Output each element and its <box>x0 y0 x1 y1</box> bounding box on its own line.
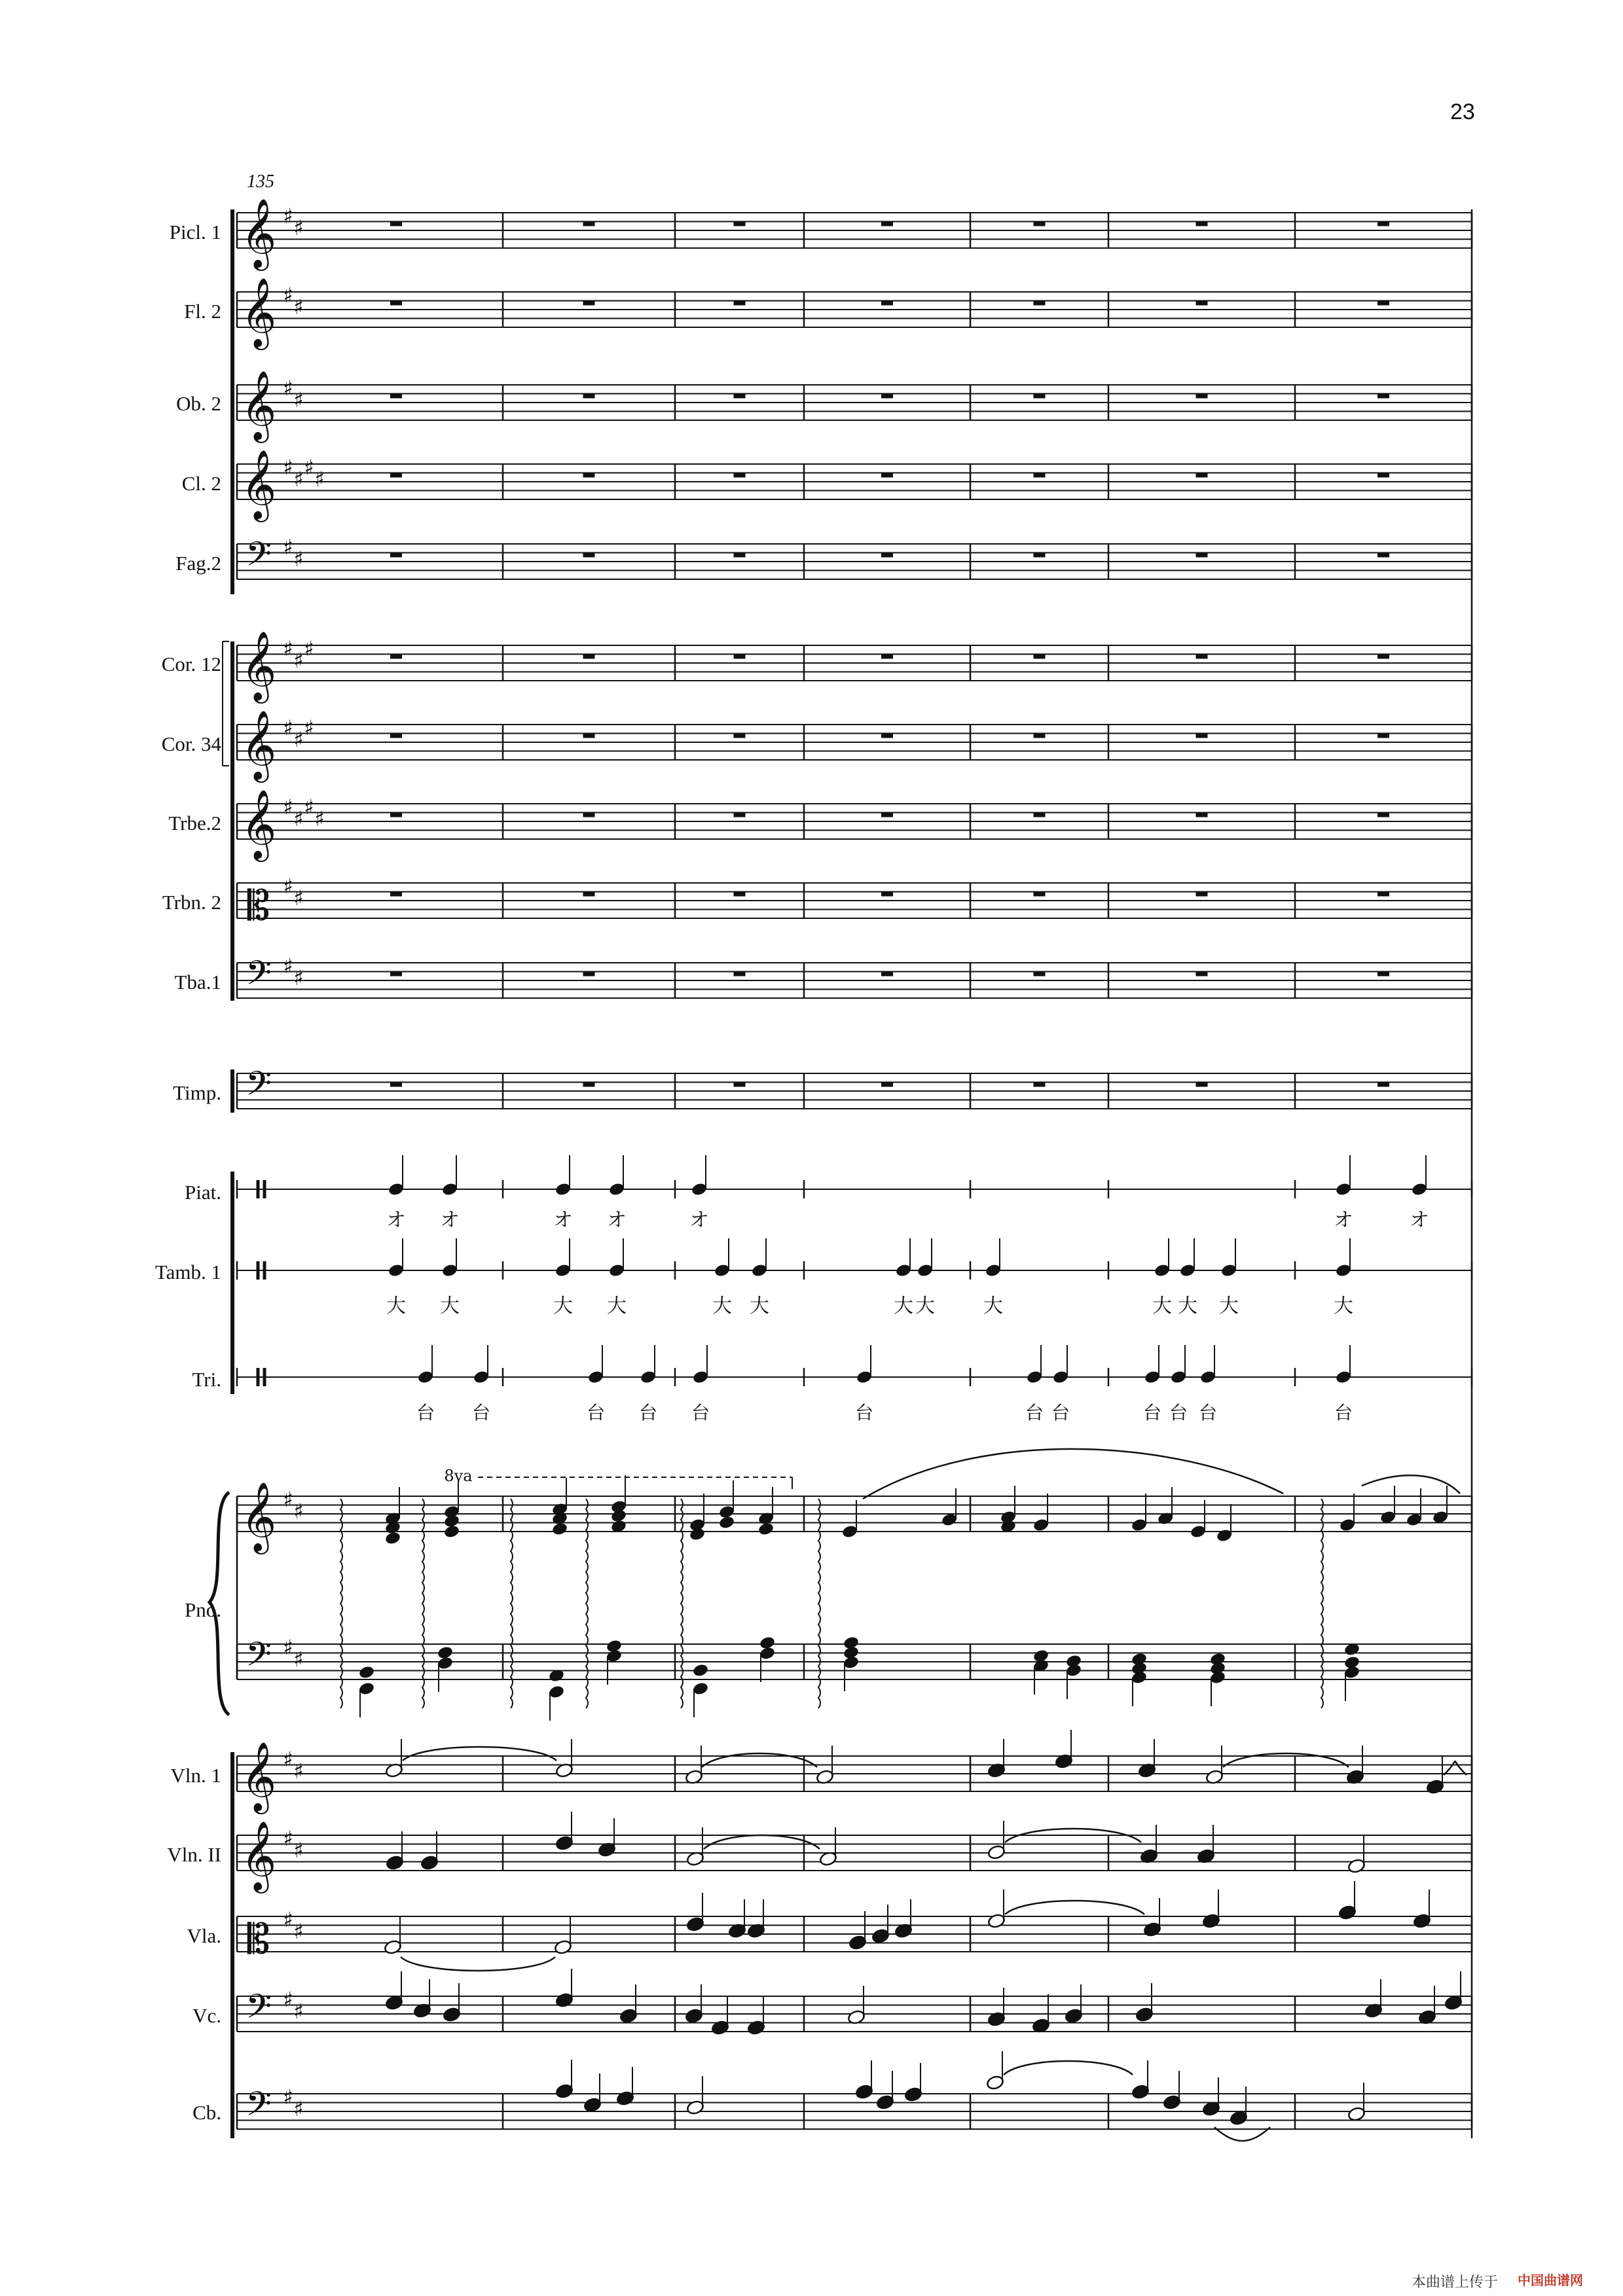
piano-rh-note <box>718 1515 735 1530</box>
whole-rest <box>1196 892 1208 897</box>
whole-rest <box>734 301 746 306</box>
key-sharp: ♯ <box>293 1999 304 2024</box>
whole-rest <box>1196 734 1208 738</box>
clef-f: 𝄢 <box>246 1634 272 1682</box>
key-sharp: ♯ <box>304 455 314 480</box>
tri-syllable: 台 <box>1025 1402 1044 1424</box>
piat-syllable: オ <box>1334 1209 1353 1232</box>
vla-note <box>871 1928 890 1944</box>
arpeggio-sign <box>1321 1499 1323 1708</box>
tie-slur <box>1444 1761 1467 1775</box>
vc-note <box>619 2008 638 2024</box>
tri-syllable: 台 <box>586 1402 606 1424</box>
bracket-strings <box>230 1752 234 2138</box>
piano-brace <box>210 1492 229 1715</box>
cb-note <box>583 2097 602 2113</box>
key-sharp: ♯ <box>283 2085 293 2109</box>
vc-note <box>443 2007 461 2022</box>
label-trbe2: Trbe.2 <box>168 812 221 834</box>
key-sharp: ♯ <box>293 1838 304 1863</box>
whole-rest <box>734 473 746 478</box>
tamb-syllable: 大 <box>894 1295 913 1318</box>
cb-note <box>1131 2084 1150 2100</box>
vc-note <box>385 1995 403 2011</box>
whole-rest <box>583 892 595 897</box>
key-sharp: ♯ <box>304 636 314 661</box>
whole-rest <box>1196 655 1208 659</box>
vln1-note <box>1426 1779 1444 1795</box>
key-sharp: ♯ <box>293 806 304 831</box>
label-vln1: Vln. 1 <box>170 1764 221 1787</box>
tamb-syllable: 大 <box>553 1295 573 1318</box>
cb-note <box>1347 2106 1366 2122</box>
key-sharp: ♯ <box>293 1919 304 1944</box>
tamb-syllable: 大 <box>386 1295 406 1318</box>
label-vln2: Vln. II <box>167 1843 221 1866</box>
whole-rest <box>881 222 893 226</box>
vla-note <box>1202 1913 1220 1929</box>
whole-rest <box>881 553 893 558</box>
vla-note <box>1143 1922 1161 1937</box>
whole-rest <box>881 1083 893 1087</box>
whole-rest <box>583 655 595 659</box>
tri-syllable: 台 <box>1142 1402 1162 1424</box>
key-sharp: ♯ <box>293 965 304 990</box>
whole-rest <box>1377 1083 1389 1087</box>
tri-syllable: 台 <box>691 1402 710 1424</box>
key-sharp: ♯ <box>293 886 304 910</box>
whole-rest <box>390 473 402 478</box>
tie-slur <box>1005 1901 1144 1914</box>
key-sharp: ♯ <box>293 215 304 240</box>
piano-rh-note <box>551 1522 568 1537</box>
cb-note <box>1163 2094 1181 2110</box>
piano-slur <box>1362 1475 1460 1494</box>
key-sharp: ♯ <box>293 1759 304 1784</box>
whole-rest <box>1377 222 1389 226</box>
label-vc: Vc. <box>192 2004 221 2027</box>
tie-slur <box>403 1747 556 1761</box>
cb-note <box>1202 2101 1220 2117</box>
whole-rest <box>390 972 402 977</box>
vla-note <box>1413 1913 1431 1929</box>
measure-number: 135 <box>247 171 274 192</box>
whole-rest <box>390 655 402 659</box>
label-tri: Tri. <box>192 1368 221 1391</box>
whole-rest <box>734 734 746 738</box>
vln2-note <box>987 1844 1006 1860</box>
clef-g: 𝄞 <box>240 630 277 700</box>
tie-slur <box>704 1835 820 1849</box>
tri-syllable: 台 <box>471 1402 491 1424</box>
key-sharp: ♯ <box>293 295 304 319</box>
whole-rest <box>390 301 402 306</box>
key-sharp: ♯ <box>283 204 293 228</box>
clef-c: 𝄡 <box>247 1915 270 1963</box>
bracket-brass <box>230 641 234 1001</box>
whole-rest <box>1196 473 1208 478</box>
whole-rest <box>583 222 595 226</box>
whole-rest <box>734 1083 746 1087</box>
whole-rest <box>734 892 746 897</box>
whole-rest <box>1196 813 1208 817</box>
whole-rest <box>1196 553 1208 558</box>
whole-rest <box>390 1083 402 1087</box>
piat-syllable: オ <box>440 1209 460 1232</box>
tamb-syllable: 大 <box>983 1295 1003 1318</box>
key-sharp: ♯ <box>283 455 293 480</box>
whole-rest <box>1034 655 1046 659</box>
tie-slur <box>401 1957 555 1971</box>
whole-rest <box>583 394 595 399</box>
key-sharp: ♯ <box>283 795 293 819</box>
whole-rest <box>1196 301 1208 306</box>
tie-slur <box>1004 2061 1133 2075</box>
tamb-syllable: 大 <box>1334 1295 1353 1318</box>
whole-rest <box>1034 222 1046 226</box>
piano-lh-note <box>358 1665 375 1680</box>
whole-rest <box>390 553 402 558</box>
watermark-site: 中国曲谱网 <box>1518 2272 1583 2288</box>
whole-rest <box>390 394 402 399</box>
label-piat: Piat. <box>185 1181 221 1204</box>
piat-syllable: オ <box>1410 1209 1429 1232</box>
tri-syllable: 台 <box>638 1402 658 1424</box>
whole-rest <box>881 813 893 817</box>
label-tamb1: Tamb. 1 <box>155 1261 221 1283</box>
clef-g: 𝄞 <box>240 1481 277 1551</box>
piano-rh-note <box>689 1527 706 1542</box>
watermark-text: 本曲谱上传于 <box>1412 2274 1499 2291</box>
whole-rest <box>583 1083 595 1087</box>
tamb-syllable: 大 <box>1219 1295 1239 1318</box>
piano-rh-note <box>443 1524 460 1539</box>
tri-syllable: 台 <box>1051 1402 1070 1424</box>
page-number: 23 <box>1450 99 1475 124</box>
arpeggio-sign <box>511 1499 513 1708</box>
whole-rest <box>734 655 746 659</box>
clef-f: 𝄢 <box>246 953 272 1001</box>
cb-note <box>986 2075 1004 2090</box>
whole-rest <box>583 813 595 817</box>
label-picl1: Picl. 1 <box>169 221 221 243</box>
whole-rest <box>1034 972 1046 977</box>
whole-rest <box>734 553 746 558</box>
vla-note <box>686 1916 704 1932</box>
whole-rest <box>1196 222 1208 226</box>
label-trbn2: Trbn. 2 <box>162 891 221 914</box>
whole-rest <box>1377 553 1389 558</box>
key-sharp: ♯ <box>283 1487 293 1512</box>
key-sharp: ♯ <box>304 795 314 819</box>
key-sharp: ♯ <box>283 1826 293 1851</box>
tri-syllable: 台 <box>416 1402 435 1424</box>
clef-g: 𝄞 <box>240 789 277 859</box>
label-vla: Vla. <box>187 1924 221 1947</box>
key-sharp: ♯ <box>283 954 293 978</box>
piat-syllable: オ <box>553 1209 573 1232</box>
whole-rest <box>583 553 595 558</box>
piat-syllable: オ <box>607 1209 627 1232</box>
whole-rest <box>390 813 402 817</box>
whole-rest <box>390 222 402 226</box>
piano-rh-note <box>384 1531 401 1546</box>
whole-rest <box>881 301 893 306</box>
key-sharp: ♯ <box>283 1987 293 2012</box>
tri-syllable: 台 <box>1198 1402 1218 1424</box>
whole-rest <box>1034 301 1046 306</box>
vln2-note <box>1347 1858 1366 1874</box>
tamb-syllable: 大 <box>1178 1295 1197 1318</box>
key-sharp: ♯ <box>314 806 325 831</box>
whole-rest <box>1377 892 1389 897</box>
whole-rest <box>583 301 595 306</box>
arpeggio-sign <box>681 1499 683 1708</box>
key-sharp: ♯ <box>293 2096 304 2121</box>
tamb-syllable: 大 <box>915 1295 935 1318</box>
vc-note <box>1444 1995 1463 2011</box>
key-sharp: ♯ <box>293 387 304 412</box>
whole-rest <box>734 222 746 226</box>
label-cb: Cb. <box>192 2101 221 2124</box>
whole-rest <box>734 972 746 977</box>
clef-f: 𝄢 <box>246 1064 272 1111</box>
tamb-syllable: 大 <box>712 1295 732 1318</box>
clef-g: 𝄞 <box>240 370 277 440</box>
vla-note <box>1338 1905 1357 1920</box>
tri-syllable: 台 <box>1334 1402 1353 1424</box>
whole-rest <box>1034 813 1046 817</box>
cb-note <box>555 2083 574 2099</box>
key-sharp: ♯ <box>293 648 304 673</box>
whole-rest <box>1196 972 1208 977</box>
key-sharp: ♯ <box>283 283 293 308</box>
key-sharp: ♯ <box>293 727 304 752</box>
bracket-woodwinds <box>230 209 234 594</box>
arpeggio-sign <box>422 1499 424 1708</box>
vla-note <box>554 1939 572 1955</box>
piat-syllable: オ <box>689 1209 709 1232</box>
piano-rh-note <box>757 1522 775 1537</box>
clef-g: 𝄞 <box>240 449 277 519</box>
whole-rest <box>734 813 746 817</box>
whole-rest <box>1377 813 1389 817</box>
clef-f: 𝄢 <box>246 1986 272 2034</box>
whole-rest <box>1034 892 1046 897</box>
tamb-syllable: 大 <box>607 1295 627 1318</box>
vla-note <box>987 1913 1006 1929</box>
label-fl2: Fl. 2 <box>184 300 221 323</box>
key-sharp: ♯ <box>283 1747 293 1772</box>
whole-rest <box>1377 473 1389 478</box>
arpeggio-sign <box>818 1499 820 1708</box>
cb-note <box>876 2094 894 2110</box>
key-sharp: ♯ <box>283 1635 293 1660</box>
whole-rest <box>1196 394 1208 399</box>
key-sharp: ♯ <box>293 1647 304 1672</box>
whole-rest <box>881 655 893 659</box>
whole-rest <box>734 394 746 399</box>
whole-rest <box>881 473 893 478</box>
piano-lh-note <box>692 1663 709 1678</box>
bracket-perc <box>230 1172 234 1394</box>
tamb-syllable: 大 <box>440 1295 460 1318</box>
whole-rest <box>583 734 595 738</box>
key-sharp: ♯ <box>283 535 293 560</box>
clef-g: 𝄞 <box>240 277 277 347</box>
key-sharp: ♯ <box>283 1907 293 1932</box>
whole-rest <box>881 734 893 738</box>
vc-note <box>1135 2007 1154 2022</box>
whole-rest <box>1034 394 1046 399</box>
whole-rest <box>583 972 595 977</box>
tamb-syllable: 大 <box>1152 1295 1172 1318</box>
whole-rest <box>881 394 893 399</box>
clef-f: 𝄢 <box>246 2084 272 2132</box>
key-sharp: ♯ <box>314 467 325 492</box>
vc-note <box>685 2008 703 2024</box>
vla-note <box>848 1935 867 1950</box>
piano-slur <box>863 1449 1283 1499</box>
clef-c: 𝄡 <box>247 882 270 929</box>
label-ob2: Ob. 2 <box>176 392 221 415</box>
tri-syllable: 台 <box>854 1402 874 1424</box>
clef-g: 𝄞 <box>240 1820 277 1890</box>
vln2-note <box>420 1855 439 1871</box>
whole-rest <box>1034 473 1046 478</box>
cb-note <box>904 2087 922 2102</box>
label-cor12: Cor. 12 <box>161 653 221 675</box>
whole-rest <box>390 734 402 738</box>
key-sharp: ♯ <box>283 376 293 401</box>
whole-rest <box>1377 301 1389 306</box>
bracket-timp <box>230 1069 234 1113</box>
label-cl2: Cl. 2 <box>181 472 221 495</box>
whole-rest <box>1034 1083 1046 1087</box>
clef-f: 𝄢 <box>246 534 272 582</box>
clef-g: 𝄞 <box>240 198 277 268</box>
tri-syllable: 台 <box>1169 1402 1188 1424</box>
key-sharp: ♯ <box>283 874 293 899</box>
label-cor34: Cor. 34 <box>161 732 221 755</box>
label-tba1: Tba.1 <box>174 971 221 994</box>
vln2-note <box>555 1835 574 1851</box>
vc-note <box>1065 2008 1083 2024</box>
label-fag2: Fag.2 <box>175 552 221 575</box>
key-sharp: ♯ <box>283 636 293 661</box>
vln2-note <box>386 1855 404 1871</box>
label-pno: Pno. <box>185 1598 221 1621</box>
arpeggio-sign <box>586 1499 588 1708</box>
whole-rest <box>1196 1083 1208 1087</box>
whole-rest <box>1377 734 1389 738</box>
clef-g: 𝄞 <box>240 1741 277 1811</box>
key-sharp: ♯ <box>304 715 314 740</box>
vla-note <box>384 1939 402 1955</box>
arpeggio-sign <box>340 1499 342 1708</box>
key-sharp: ♯ <box>293 547 304 571</box>
whole-rest <box>1377 972 1389 977</box>
cb-note <box>855 2084 873 2100</box>
cb-note <box>1230 2110 1248 2126</box>
whole-rest <box>583 473 595 478</box>
whole-rest <box>1377 394 1389 399</box>
whole-rest <box>390 892 402 897</box>
cb-note <box>616 2090 634 2106</box>
whole-rest <box>881 972 893 977</box>
ottava-mark: 8va <box>444 1467 473 1485</box>
tamb-syllable: 大 <box>750 1295 769 1318</box>
key-sharp: ♯ <box>293 467 304 492</box>
key-sharp: ♯ <box>293 1499 304 1524</box>
whole-rest <box>881 892 893 897</box>
label-timp: Timp. <box>173 1081 221 1104</box>
whole-rest <box>1034 734 1046 738</box>
whole-rest <box>1034 553 1046 558</box>
key-sharp: ♯ <box>283 715 293 740</box>
clef-g: 𝄞 <box>240 709 277 780</box>
piat-syllable: オ <box>386 1209 406 1232</box>
whole-rest <box>1377 655 1389 659</box>
